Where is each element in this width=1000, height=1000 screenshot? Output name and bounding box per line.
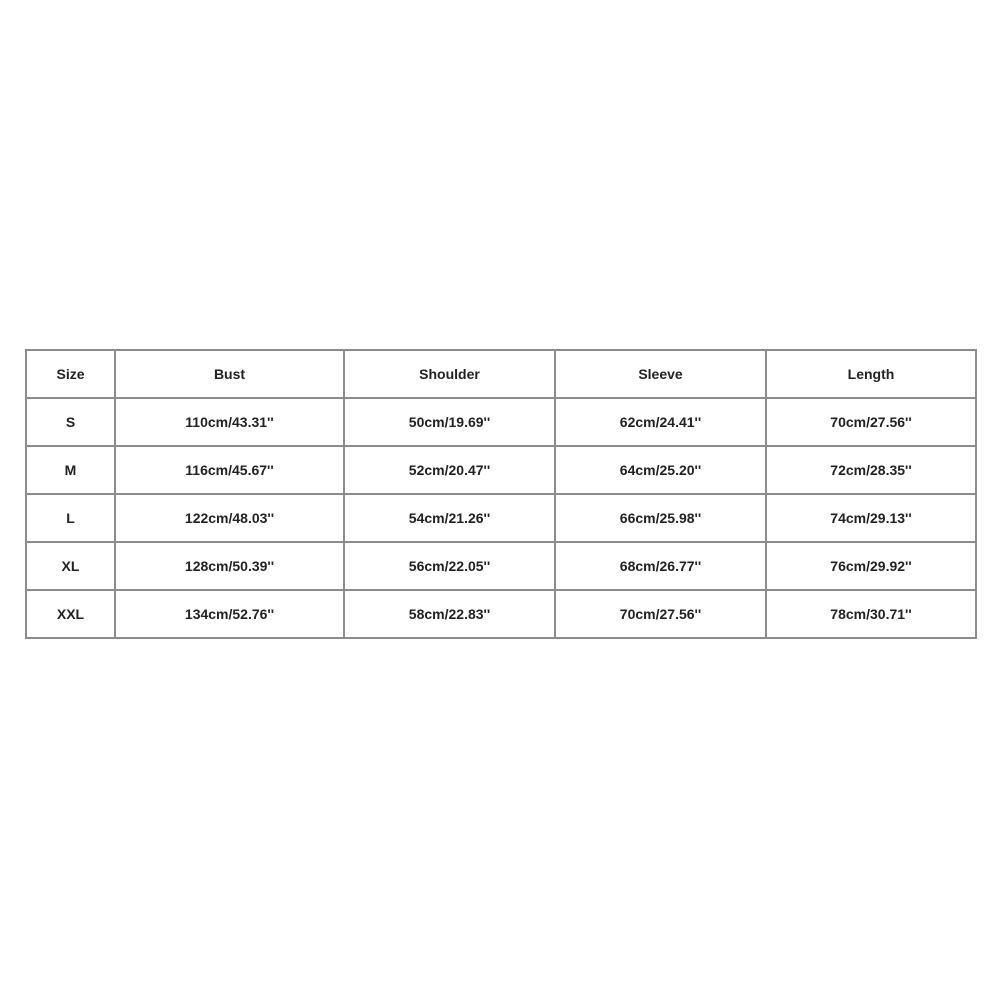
header-row — [26, 350, 976, 398]
cell-size: XXL — [26, 590, 115, 638]
cell-length: 78cm/30.71'' — [766, 590, 976, 638]
header-length: Length — [766, 350, 976, 398]
cell-shoulder: 56cm/22.05'' — [344, 542, 555, 590]
cell-length: 76cm/29.92'' — [766, 542, 976, 590]
cell-shoulder: 50cm/19.69'' — [344, 398, 555, 446]
cell-bust: 110cm/43.31'' — [115, 398, 344, 446]
table-row — [26, 398, 976, 446]
cell-bust: 116cm/45.67'' — [115, 446, 344, 494]
cell-sleeve: 66cm/25.98'' — [555, 494, 766, 542]
cell-size: XL — [26, 542, 115, 590]
cell-sleeve: 70cm/27.56'' — [555, 590, 766, 638]
table-row — [26, 446, 976, 494]
header-size: Size — [26, 350, 115, 398]
table-row — [26, 494, 976, 542]
cell-bust: 122cm/48.03'' — [115, 494, 344, 542]
cell-shoulder: 54cm/21.26'' — [344, 494, 555, 542]
table-row — [26, 590, 976, 638]
cell-shoulder: 58cm/22.83'' — [344, 590, 555, 638]
table-row — [26, 542, 976, 590]
cell-sleeve: 64cm/25.20'' — [555, 446, 766, 494]
cell-shoulder: 52cm/20.47'' — [344, 446, 555, 494]
cell-size: S — [26, 398, 115, 446]
cell-length: 74cm/29.13'' — [766, 494, 976, 542]
size-chart-table — [25, 349, 977, 639]
cell-bust: 128cm/50.39'' — [115, 542, 344, 590]
header-bust: Bust — [115, 350, 344, 398]
cell-sleeve: 68cm/26.77'' — [555, 542, 766, 590]
cell-bust: 134cm/52.76'' — [115, 590, 344, 638]
cell-sleeve: 62cm/24.41'' — [555, 398, 766, 446]
cell-length: 72cm/28.35'' — [766, 446, 976, 494]
header-shoulder: Shoulder — [344, 350, 555, 398]
cell-size: M — [26, 446, 115, 494]
cell-size: L — [26, 494, 115, 542]
cell-length: 70cm/27.56'' — [766, 398, 976, 446]
header-sleeve: Sleeve — [555, 350, 766, 398]
